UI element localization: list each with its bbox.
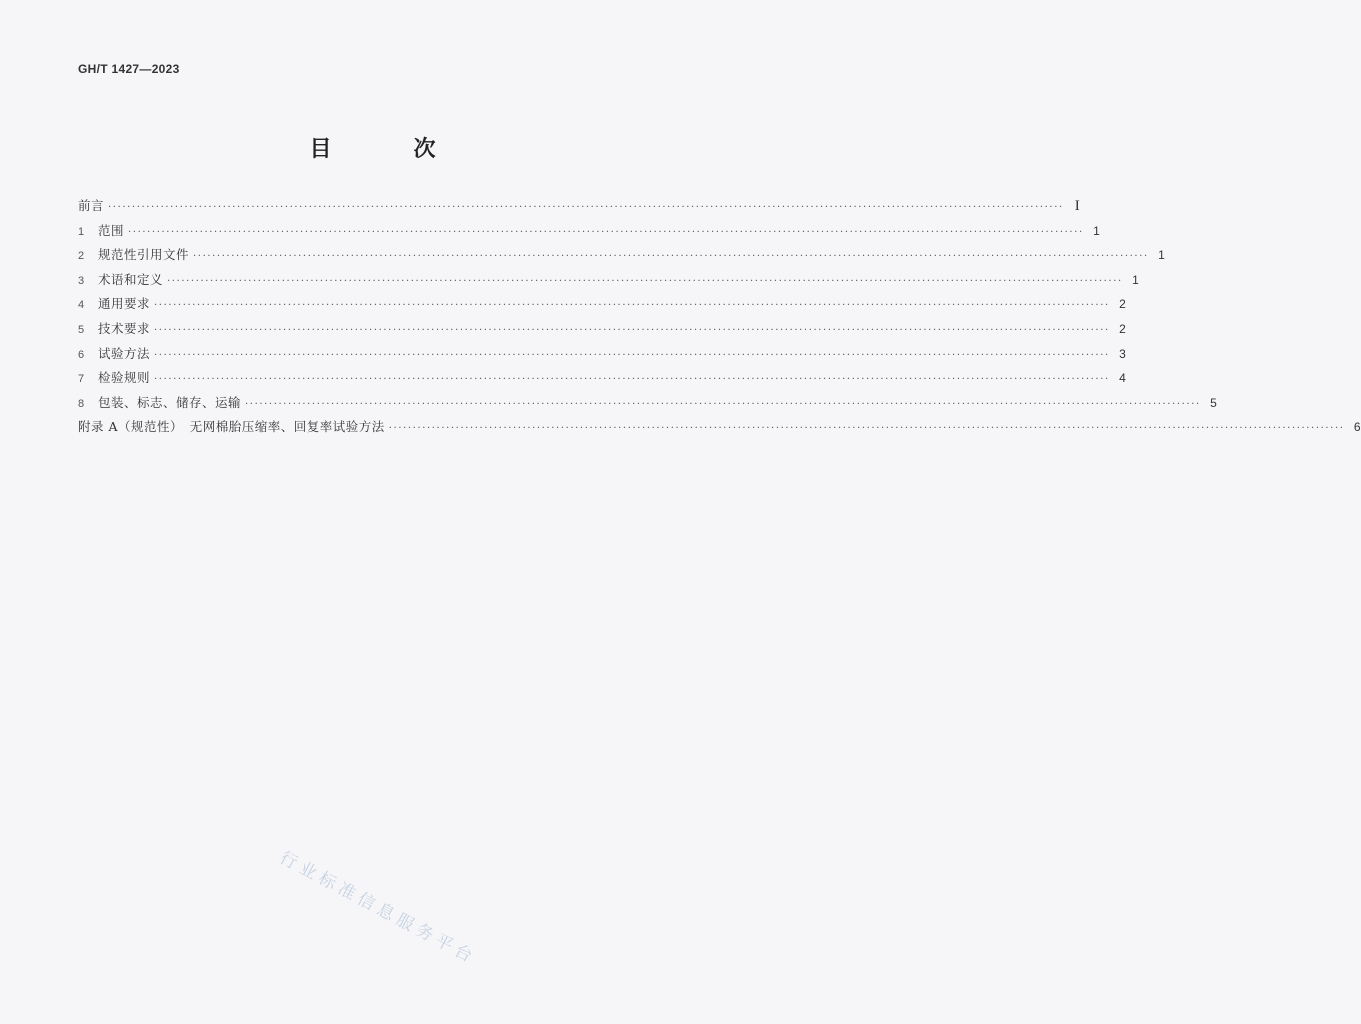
toc-item-terms-definitions[interactable] (78, 270, 1139, 295)
toc-item-test-methods[interactable] (78, 344, 1126, 369)
toc-item-title: 通用要求 (98, 296, 151, 312)
toc-leader-dots: ········································································································································································································ (108, 202, 1064, 213)
toc-item-number: 6 (78, 348, 85, 361)
toc-leader-dots: ········································································································································································································ (388, 423, 1345, 435)
toc-leader-dots: ········································································································································································································ (154, 300, 1110, 312)
toc-item-page: 2 (1119, 321, 1126, 336)
toc-item-number: 2 (78, 250, 85, 263)
toc-item-page: 6 (1353, 420, 1361, 435)
toc-item-number: 5 (78, 323, 85, 336)
table-of-contents (78, 196, 1361, 442)
toc-item-title: 检验规则 (98, 370, 151, 386)
toc-leader-dots: ········································································································································································································ (245, 398, 1201, 410)
toc-item-title: 范围 (98, 222, 125, 238)
toc-item-inspection-rules[interactable] (78, 368, 1126, 393)
toc-item-number: 3 (78, 274, 85, 287)
toc-leader-dots: ········································································································································································································ (128, 226, 1084, 238)
toc-item-page: 1 (1093, 223, 1100, 238)
toc-item-number: 4 (78, 299, 85, 312)
toc-leader-dots: ········································································································································································································ (167, 275, 1123, 287)
toc-item-title: 前言 (78, 198, 105, 213)
toc-item-page: 2 (1119, 297, 1126, 312)
toc-item-normative-references[interactable] (78, 245, 1165, 270)
toc-item-scope[interactable] (78, 221, 1100, 246)
toc-item-title: 术语和定义 (98, 271, 164, 287)
toc-item-number: 7 (78, 373, 85, 386)
toc-item-page: 5 (1210, 395, 1217, 410)
toc-item-technical-requirements[interactable] (78, 319, 1126, 344)
document-code: GH/T 1427—2023 (78, 62, 180, 76)
toc-leader-dots: ········································································································································································································ (154, 324, 1110, 336)
toc-item-foreword[interactable] (78, 196, 1080, 221)
toc-leader-dots: ········································································································································································································ (193, 251, 1149, 263)
toc-item-general-requirements[interactable] (78, 294, 1126, 319)
toc-item-page: 1 (1132, 272, 1139, 287)
toc-item-number: 8 (78, 397, 85, 410)
toc-item-title: 附录 A（规范性） 无网棉胎压缩率、回复率试验方法 (78, 419, 385, 435)
toc-item-appendix-a[interactable] (78, 417, 1361, 442)
toc-item-packaging[interactable] (78, 393, 1217, 418)
toc-item-page: 3 (1119, 346, 1126, 361)
toc-leader-dots: ········································································································································································································ (154, 349, 1110, 361)
watermark: 行业标准信息服务平台 (276, 847, 480, 969)
toc-item-title: 技术要求 (98, 320, 151, 336)
toc-item-page: I (1074, 198, 1080, 214)
toc-item-title: 规范性引用文件 (98, 247, 190, 263)
toc-leader-dots: ········································································································································································································ (154, 374, 1110, 386)
toc-title: 目 次 (309, 136, 466, 162)
toc-item-title: 试验方法 (98, 345, 151, 361)
toc-item-page: 4 (1119, 371, 1126, 386)
toc-item-page: 1 (1158, 248, 1165, 263)
toc-item-title: 包装、标志、储存、运输 (98, 394, 242, 410)
toc-item-number: 1 (78, 225, 85, 238)
